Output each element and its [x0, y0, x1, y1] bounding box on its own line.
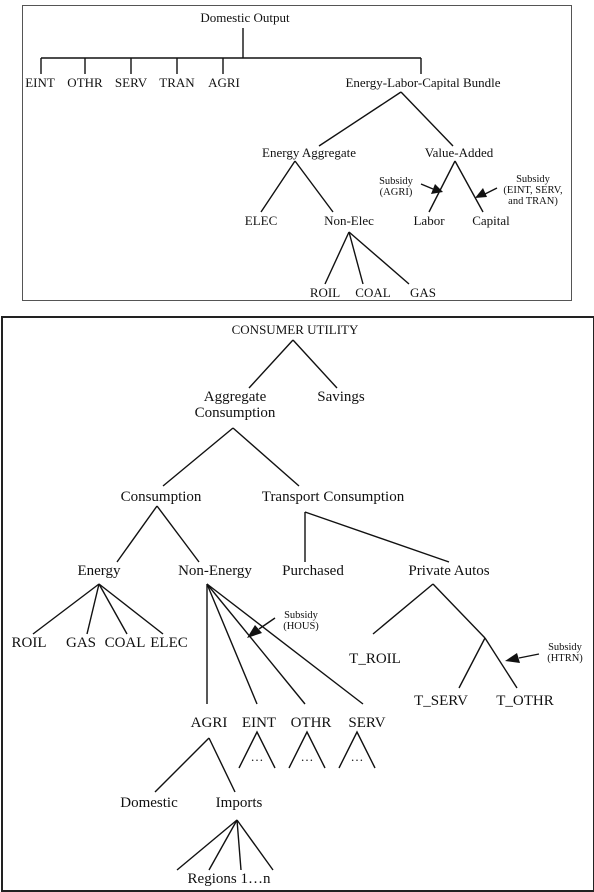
aggregate-consumption-node: Aggregate Consumption — [194, 389, 276, 421]
labor-node: Labor — [413, 213, 445, 228]
subsidy-eint-serv-tran-label: Subsidy (EINT, SERV, and TRAN) — [503, 174, 563, 208]
t-othr-node: T_OTHR — [496, 693, 554, 709]
consumption-node: Consumption — [120, 489, 202, 505]
purchased-node: Purchased — [282, 563, 344, 579]
non-elec-node: Non-Elec — [324, 213, 374, 228]
good-eint-node: EINT — [241, 715, 277, 731]
t-roil-node: T_ROIL — [349, 651, 401, 667]
consumer-utility-tree-panel — [1, 316, 594, 892]
capital-node: Capital — [472, 213, 510, 228]
sector-othr-node: OTHR — [67, 75, 103, 90]
energy-good-coal-node: COAL — [104, 635, 146, 651]
consumer-utility-node: CONSUMER UTILITY — [231, 322, 359, 337]
production-tree-panel — [22, 5, 572, 301]
energy-good-elec-node: ELEC — [150, 635, 188, 651]
non-energy-node: Non-Energy — [178, 563, 252, 579]
domestic-node: Domestic — [120, 795, 178, 811]
fuel-roil-node: ROIL — [309, 285, 341, 300]
elec-node: ELEC — [244, 213, 278, 228]
consumer-tree-edges — [3, 318, 593, 890]
sector-tran-node: TRAN — [159, 75, 195, 90]
savings-node: Savings — [317, 389, 365, 405]
sector-eint-node: EINT — [25, 75, 55, 90]
fuel-coal-node: COAL — [355, 285, 391, 300]
energy-node: Energy — [77, 563, 121, 579]
good-serv-node: SERV — [348, 715, 386, 731]
sector-agri-node: AGRI — [208, 75, 240, 90]
transport-consumption-node: Transport Consumption — [261, 489, 405, 505]
imports-node: Imports — [215, 795, 263, 811]
sector-serv-node: SERV — [114, 75, 148, 90]
good-agri-node: AGRI — [190, 715, 228, 731]
energy-labor-capital-bundle-node: Energy-Labor-Capital Bundle — [345, 75, 501, 90]
domestic-output-node: Domestic Output — [200, 10, 290, 25]
t-serv-node: T_SERV — [414, 693, 468, 709]
subsidy-agri-label: Subsidy (AGRI) — [379, 176, 413, 199]
energy-good-roil-node: ROIL — [11, 635, 47, 651]
fuel-gas-node: GAS — [409, 285, 437, 300]
serv-ellipsis: … — [350, 749, 364, 764]
private-autos-node: Private Autos — [408, 563, 490, 579]
value-added-node: Value-Added — [424, 145, 494, 160]
eint-ellipsis: … — [250, 749, 264, 764]
energy-aggregate-node: Energy Aggregate — [262, 145, 356, 160]
good-othr-node: OTHR — [290, 715, 332, 731]
othr-ellipsis: … — [300, 749, 314, 764]
regions-node: Regions 1…n — [187, 871, 271, 887]
subsidy-htrn-label: Subsidy (HTRN) — [547, 642, 583, 665]
energy-good-gas-node: GAS — [65, 635, 97, 651]
subsidy-hous-label: Subsidy (HOUS) — [283, 610, 319, 633]
